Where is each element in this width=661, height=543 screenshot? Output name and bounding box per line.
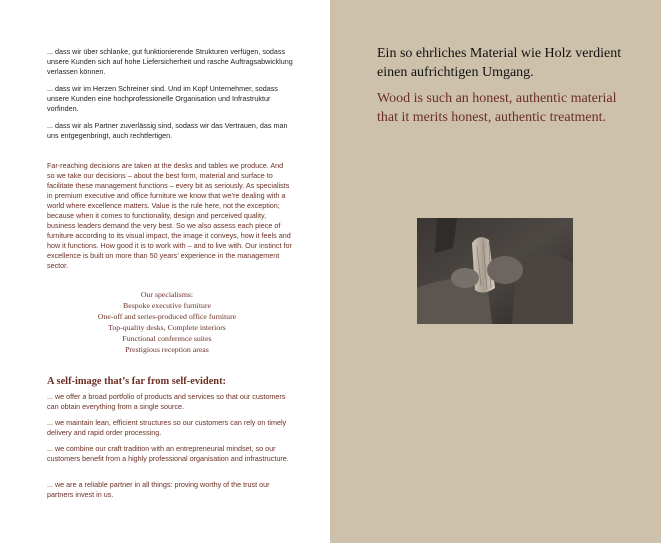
specialisms-list [47,289,287,355]
quote-german: Ein so ehrliches Material wie Holz verdient einen aufrichtigen Umgang. [377,46,622,80]
specialism-item: Functional conference suites [122,334,212,343]
hands-holding-wood-image [417,218,573,324]
wood-photo [417,218,573,324]
german-point-2: ... dass wir im Herzen Schreiner sind. Und im Kopf Unternehmer, sodass unsere Kunden eine hochprofessionelle Organisation und Infrastruktur vorfinden. [47,84,278,113]
quote-english: Wood is such an honest, authentic material that it merits honest, authentic treatment. [377,91,617,125]
self-image-point-1: ... we offer a broad portfolio of products and services so that our customers can obtain everything from a single source. [47,392,286,411]
specialism-item: One-off and series-produced office furniture [97,312,237,321]
specialism-item: Bespoke executive furniture [123,301,211,310]
left-page [0,0,330,543]
intro-paragraph: Far-reaching decisions are taken at the desks and tables we produce. And so we take our decisions – about the best form, material and surface to facilitate these management functions – every bit as seriously. As specialists in premium executive and office furniture we know that we’re dealing with a world where excellence matters. Value is the rule here, not the exception; because when it comes to functionality, design and perceived quality, business leaders demand the very best. So we also assess each piece of furniture according to its visual impact, the image it conveys, how it feels and how it functions. How good it is to work with – and to live with. Our instinct for excellence is built on more than 50 years’ experience in the management sector. [47,161,292,270]
german-point-1: ... dass wir über schlanke, gut funktionierende Strukturen verfügen, sodass unsere Kunden sich auf hohe Liefersicherheit und rasche Auftragsabwicklung verlassen können. [47,47,293,76]
specialism-item: Top-quality desks, Complete interiors [108,323,226,332]
self-image-point-4: ... we are a reliable partner in all things: proving worthy of the trust our partners invest in us. [47,480,270,499]
self-image-point-3: ... we combine our craft tradition with an entrepreneurial mindset, so our customers benefit from a highly professional organisation and infrastructure. [47,444,289,463]
self-image-point-2: ... we maintain lean, efficient structures so our customers can rely on timely delivery and rapid order processing. [47,418,287,437]
german-point-3: ... dass wir als Partner zuverlässig sind, sodass wir das Vertrauen, das man uns entgegenbringt, auch rechtfertigen. [47,121,288,140]
specialisms-title: Our specialisms: [140,290,194,299]
self-image-heading: A self-image that’s far from self-evident: [47,376,226,387]
specialism-item: Prestigious reception areas [125,345,209,354]
